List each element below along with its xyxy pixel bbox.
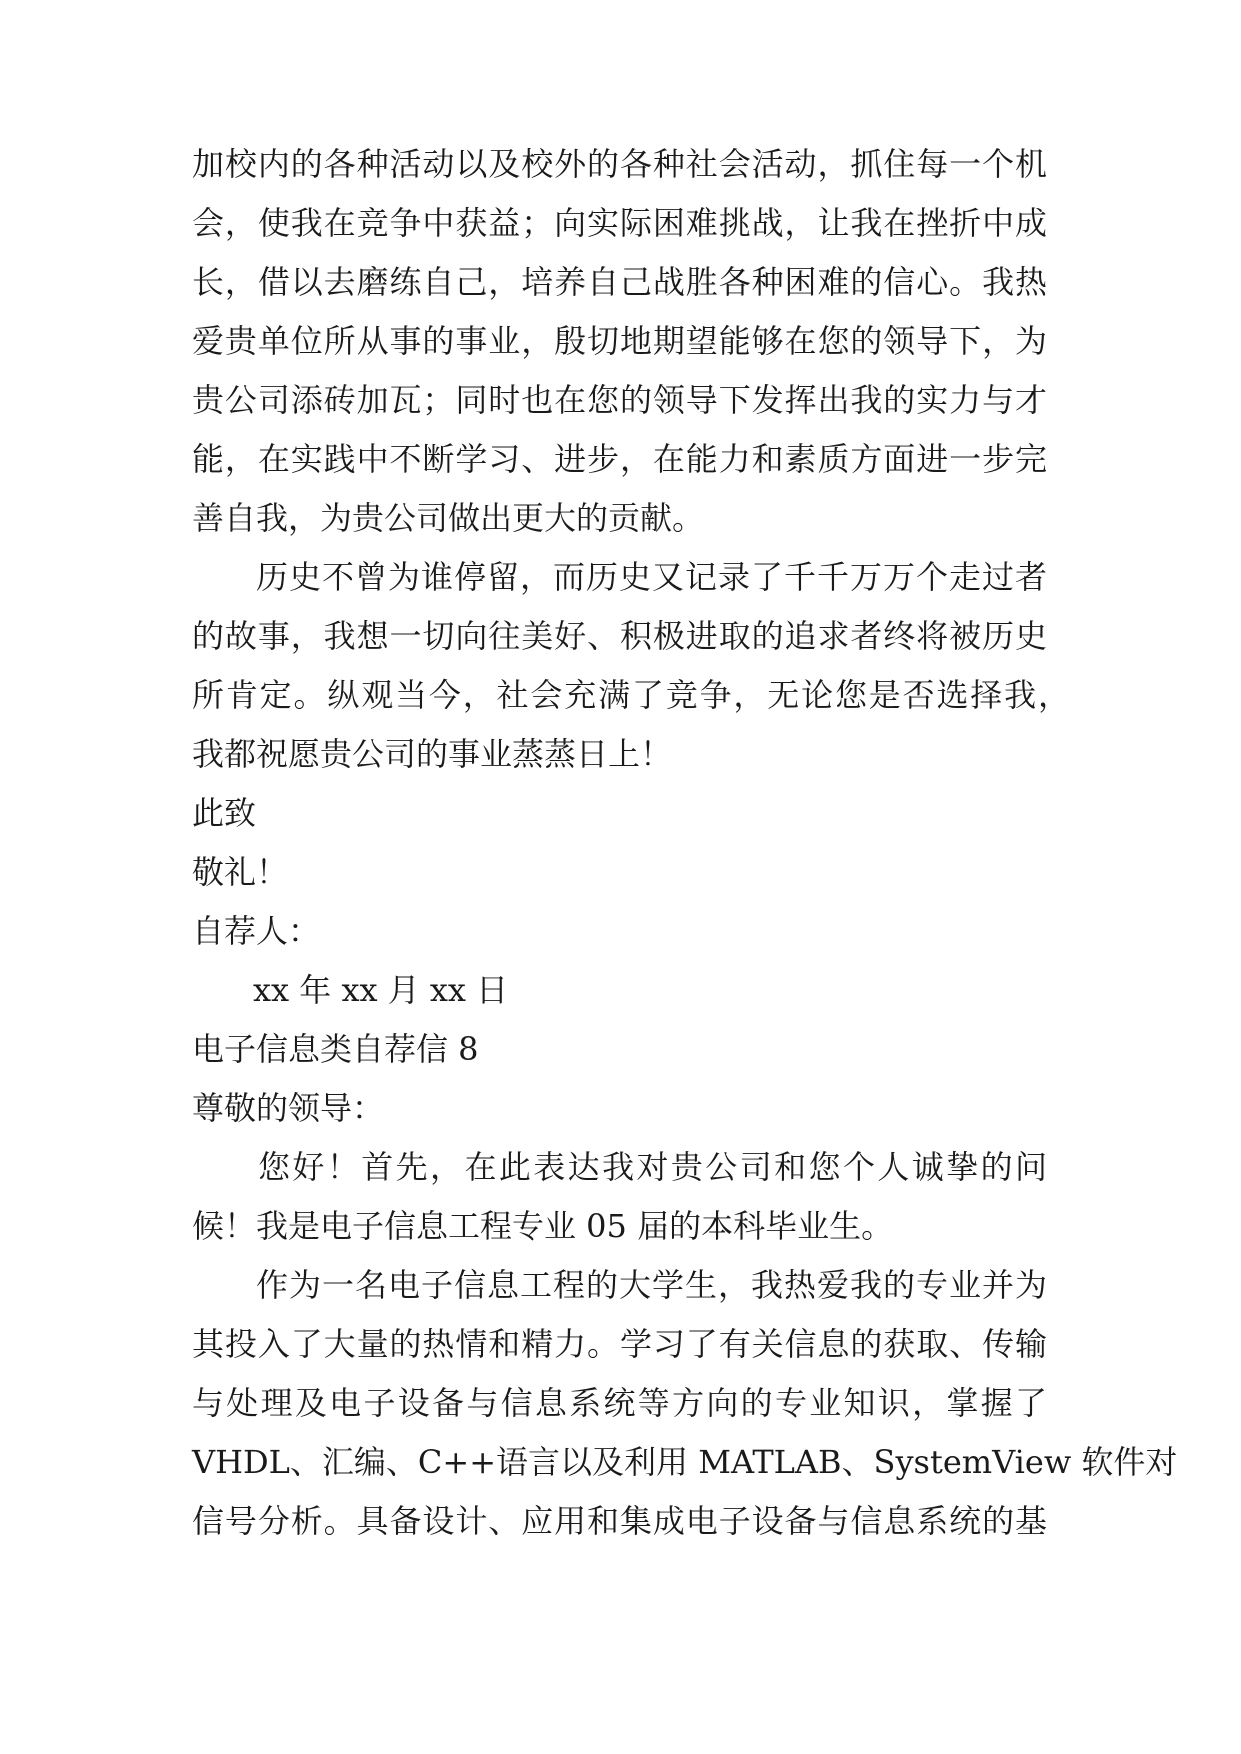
- body-text-line: 信号分析。具备设计、应用和集成电子设备与信息系统的基: [192, 1502, 1047, 1540]
- body-text-line: 善自我，为贵公司做出更大的贡献。: [192, 499, 705, 537]
- body-text-line: 候！我是电子信息工程专业 05 届的本科毕业生。: [192, 1207, 894, 1245]
- date-line: xx 年 xx 月 xx 日: [253, 971, 509, 1009]
- body-text-line: 爱贵单位所从事的事业，殷切地期望能够在您的领导下，为: [192, 322, 1047, 360]
- body-text-line: 会，使我在竞争中获益；向实际困难挑战，让我在挫折中成: [192, 204, 1047, 242]
- closing-regards: 敬礼！: [192, 853, 289, 891]
- paragraph-first-line: 作为一名电子信息工程的大学生，我热爱我的专业并为: [256, 1266, 1047, 1304]
- signature-label: 自荐人：: [192, 912, 321, 950]
- closing-salutation: 此致: [192, 794, 257, 832]
- body-text-line: 能，在实践中不断学习、进步，在能力和素质方面进一步完: [192, 440, 1047, 478]
- body-text-line: 贵公司添砖加瓦；同时也在您的领导下发挥出我的实力与才: [192, 381, 1047, 419]
- paragraph-first-line: 历史不曾为谁停留，而历史又记录了千千万万个走过者: [256, 558, 1047, 596]
- body-text-line: 其投入了大量的热情和精力。学习了有关信息的获取、传输: [192, 1325, 1047, 1363]
- body-text-line: 加校内的各种活动以及校外的各种社会活动，抓住每一个机: [192, 145, 1047, 183]
- body-text-line: 我都祝愿贵公司的事业蒸蒸日上！: [192, 735, 673, 773]
- greeting: 尊敬的领导：: [192, 1089, 385, 1127]
- body-text-line: 的故事，我想一切向往美好、积极进取的追求者终将被历史: [192, 617, 1047, 655]
- body-text-line: 所肯定。纵观当今，社会充满了竞争，无论您是否选择我，: [192, 676, 1070, 714]
- body-text-line: 与处理及电子设备与信息系统等方向的专业知识，掌握了: [192, 1384, 1047, 1422]
- body-text-line: VHDL、汇编、C++语言以及利用 MATLAB、SystemView 软件对: [192, 1443, 1178, 1481]
- section-title: 电子信息类自荐信 8: [192, 1030, 479, 1068]
- paragraph-first-line: 您好！首先，在此表达我对贵公司和您个人诚挚的问: [258, 1148, 1047, 1186]
- body-text-line: 长，借以去磨练自己，培养自己战胜各种困难的信心。我热: [192, 263, 1047, 301]
